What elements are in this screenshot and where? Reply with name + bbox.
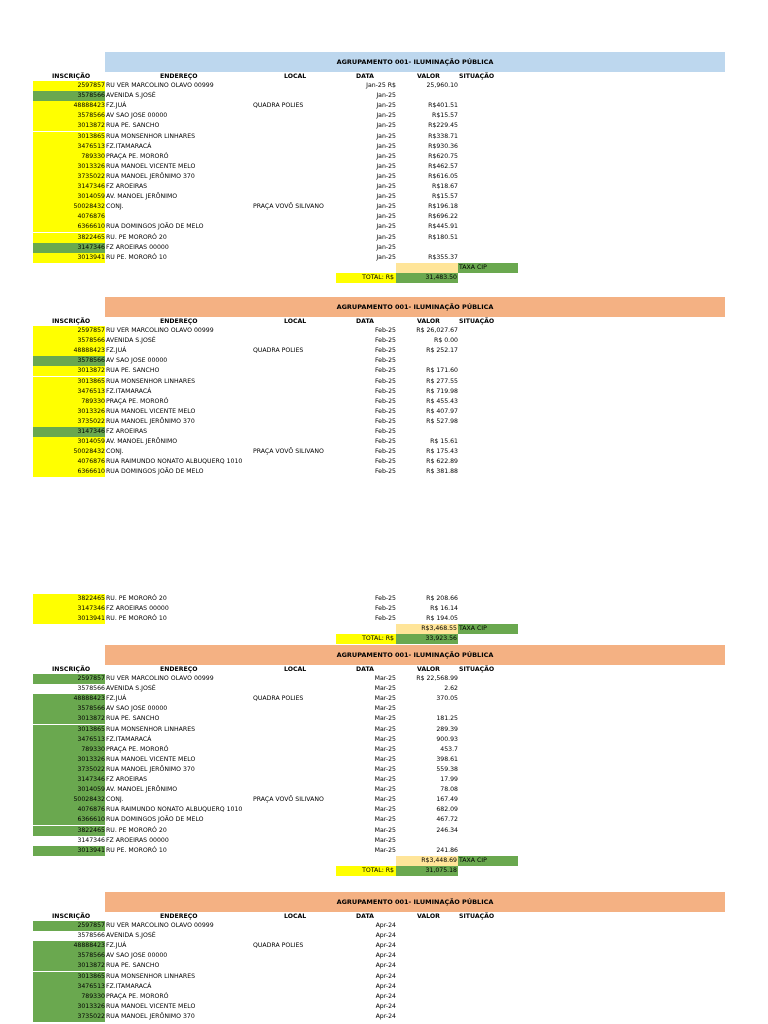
valor-cell[interactable]: R$ 22,568.99 xyxy=(416,675,458,682)
endereco-cell[interactable]: RUA DOMINGOS JOÃO DE MELO xyxy=(106,816,204,824)
endereco-cell[interactable]: PRAÇA PE. MORORÓ xyxy=(106,992,169,1000)
data-cell[interactable]: Mar-25 xyxy=(374,846,396,854)
endereco-cell[interactable]: RU. PE MORORÓ 20 xyxy=(106,595,167,602)
inscricao-cell[interactable]: 789330 xyxy=(33,745,105,755)
valor-cell[interactable]: R$930.36 xyxy=(428,142,458,150)
valor-cell[interactable]: R$196.18 xyxy=(428,203,458,211)
endereco-cell[interactable]: RU VER MARCOLINO OLAVO 00999 xyxy=(106,922,214,929)
endereco-cell[interactable]: FZ AROEIRAS 00000 xyxy=(106,243,169,251)
inscricao-cell[interactable]: 3147346 xyxy=(33,604,105,614)
data-cell[interactable]: Jan-25 xyxy=(376,112,396,120)
data-cell[interactable]: Feb-25 xyxy=(374,367,396,375)
data-cell[interactable]: Jan-25 xyxy=(376,203,396,211)
data-cell[interactable]: Jan-25 xyxy=(376,92,396,100)
inscricao-cell[interactable]: 50028432 xyxy=(33,447,105,457)
inscricao-cell[interactable]: 48888423 xyxy=(33,346,105,356)
inscricao-cell[interactable]: 2597857 xyxy=(33,326,105,336)
inscricao-cell[interactable]: 3013865 xyxy=(33,132,105,142)
inscricao-cell[interactable]: 3578566 xyxy=(33,336,105,346)
column-header-valor: VALOR xyxy=(417,318,440,325)
column-header-local: LOCAL xyxy=(284,318,307,325)
endereco-cell[interactable]: AV SAO JOSE 00000 xyxy=(106,357,168,365)
endereco-cell[interactable]: RU VER MARCOLINO OLAVO 00999 xyxy=(106,675,214,682)
column-header-inscricao: INSCRIÇÃO xyxy=(52,666,91,673)
data-cell[interactable]: Feb-25 xyxy=(374,337,396,345)
data-cell[interactable]: Jan-25 xyxy=(376,193,396,201)
inscricao-cell[interactable]: 789330 xyxy=(33,397,105,407)
data-cell[interactable]: Jan-25 xyxy=(376,152,396,160)
inscricao-cell[interactable]: 4076876 xyxy=(33,805,105,815)
inscricao-cell[interactable]: 3822465 xyxy=(33,594,105,604)
data-cell[interactable]: Mar-25 xyxy=(374,806,396,814)
section-title-bar: AGRUPAMENTO 001- ILUMINAÇÃO PÚBLICA xyxy=(105,645,725,665)
inscricao-cell[interactable]: 3014059 xyxy=(33,437,105,447)
endereco-cell[interactable]: AV SAO JOSE 00000 xyxy=(106,952,168,960)
data-cell[interactable]: Feb-25 xyxy=(374,377,396,385)
endereco-cell[interactable]: FZ.JUÁ xyxy=(106,347,127,355)
valor-cell[interactable]: R$ 407.97 xyxy=(426,407,458,415)
section-title-bar: AGRUPAMENTO 001- ILUMINAÇÃO PÚBLICA xyxy=(105,297,725,317)
column-header-data: DATA xyxy=(356,666,374,673)
valor-cell[interactable]: R$462.57 xyxy=(428,162,458,170)
inscricao-cell[interactable]: 3013872 xyxy=(33,366,105,376)
column-header-data: DATA xyxy=(356,318,374,325)
endereco-cell[interactable]: RUA DOMINGOS JOÃO DE MELO xyxy=(106,468,204,476)
column-header-inscricao: INSCRIÇÃO xyxy=(52,73,91,80)
column-header-valor: VALOR xyxy=(417,73,440,80)
valor-cell[interactable]: R$696.22 xyxy=(428,213,458,221)
data-cell[interactable]: Jan-25 xyxy=(376,223,396,231)
total-label: TOTAL: R$ xyxy=(336,866,396,876)
column-header-data: DATA xyxy=(356,73,374,80)
inscricao-cell[interactable]: 48888423 xyxy=(33,101,105,111)
valor-cell[interactable]: 398.61 xyxy=(436,755,458,763)
inscricao-cell[interactable]: 3147346 xyxy=(33,775,105,785)
endereco-cell[interactable]: RU VER MARCOLINO OLAVO 00999 xyxy=(106,327,214,334)
data-cell[interactable]: Jan-25 xyxy=(376,172,396,180)
data-cell[interactable]: Jan-25 xyxy=(376,213,396,221)
valor-cell[interactable]: 25,960.10 xyxy=(426,82,458,89)
valor-cell[interactable]: R$ 277.55 xyxy=(426,377,458,385)
column-header-valor: VALOR xyxy=(417,666,440,673)
data-cell[interactable]: Mar-25 xyxy=(374,695,396,703)
inscricao-cell[interactable]: 3013872 xyxy=(33,961,105,971)
data-cell[interactable]: Feb-25 xyxy=(374,428,396,435)
data-cell[interactable]: Mar-25 xyxy=(374,705,396,713)
endereco-cell[interactable]: RUA MANOEL JERÔNIMO 370 xyxy=(106,417,195,425)
inscricao-cell[interactable]: 48888423 xyxy=(33,694,105,704)
valor-cell[interactable]: 289.39 xyxy=(436,725,458,733)
data-cell[interactable]: Jan-25 xyxy=(376,132,396,140)
endereco-cell[interactable]: RUA PE. SANCHO xyxy=(106,122,160,130)
data-cell[interactable]: Jan-25 xyxy=(376,142,396,150)
data-cell[interactable]: Mar-25 xyxy=(374,675,396,682)
endereco-cell[interactable]: RU PE. MORORÓ 10 xyxy=(106,846,167,854)
valor-cell[interactable]: R$401.51 xyxy=(428,102,458,110)
endereco-cell[interactable]: RU PE. MORORÓ 10 xyxy=(106,253,167,261)
valor-cell[interactable]: 900.93 xyxy=(436,735,458,743)
endereco-cell[interactable]: RUA MANOEL VICENTE MELO xyxy=(106,407,196,415)
endereco-cell[interactable]: PRAÇA PE. MORORÓ xyxy=(106,397,169,405)
column-header-local: LOCAL xyxy=(284,913,307,920)
column-header-endereco: ENDEREÇO xyxy=(160,913,198,920)
valor-cell[interactable]: R$ 208.66 xyxy=(426,595,458,602)
data-cell[interactable]: Jan-25 xyxy=(376,102,396,110)
inscricao-cell[interactable]: 3013326 xyxy=(33,407,105,417)
data-cell[interactable]: Mar-25 xyxy=(374,765,396,773)
inscricao-cell[interactable]: 3147346 xyxy=(33,427,105,437)
inscricao-cell[interactable]: 6366610 xyxy=(33,222,105,232)
inscricao-cell[interactable]: 2597857 xyxy=(33,674,105,684)
endereco-cell[interactable]: FZ.ITAMARACÁ xyxy=(106,982,152,990)
data-cell[interactable]: Apr-24 xyxy=(375,942,396,950)
inscricao-cell[interactable]: 3735022 xyxy=(33,1012,105,1022)
inscricao-cell[interactable]: 3735022 xyxy=(33,172,105,182)
endereco-cell[interactable]: AVENIDA S.JOSÉ xyxy=(106,92,156,100)
inscricao-cell[interactable]: 3013326 xyxy=(33,755,105,765)
column-header-situacao: SITUAÇÃO xyxy=(459,913,495,920)
valor-cell[interactable]: 167.49 xyxy=(436,796,458,804)
valor-cell[interactable]: R$ 0.00 xyxy=(434,337,458,345)
inscricao-cell[interactable]: 6366610 xyxy=(33,815,105,825)
summary-value-cell[interactable] xyxy=(396,263,458,273)
column-header-valor: VALOR xyxy=(417,913,440,920)
inscricao-cell[interactable]: 3014059 xyxy=(33,192,105,202)
data-cell[interactable]: Mar-25 xyxy=(374,725,396,733)
valor-cell[interactable]: R$ 527.98 xyxy=(426,417,458,425)
valor-cell[interactable]: R$ 252.17 xyxy=(426,347,458,355)
inscricao-cell[interactable]: 3822465 xyxy=(33,233,105,243)
data-cell[interactable]: Feb-25 xyxy=(374,448,396,456)
inscricao-cell[interactable]: 3476513 xyxy=(33,735,105,745)
data-cell[interactable]: Feb-25 xyxy=(374,595,396,602)
inscricao-cell[interactable]: 3476513 xyxy=(33,982,105,992)
data-cell[interactable]: Mar-25 xyxy=(374,735,396,743)
endereco-cell[interactable]: FZ AROEIRAS 00000 xyxy=(106,605,169,613)
inscricao-cell[interactable]: 789330 xyxy=(33,152,105,162)
data-cell[interactable]: Apr-24 xyxy=(375,982,396,990)
data-cell[interactable]: Jan-25 xyxy=(376,253,396,261)
inscricao-cell[interactable]: 3476513 xyxy=(33,387,105,397)
endereco-cell[interactable]: AVENIDA S.JOSÉ xyxy=(106,932,156,940)
inscricao-cell[interactable]: 3147346 xyxy=(77,836,105,844)
valor-cell[interactable]: 370.05 xyxy=(436,695,458,703)
endereco-cell[interactable]: RUA MONSENHOR LINHARES xyxy=(106,725,196,733)
valor-cell[interactable]: R$ 15.61 xyxy=(430,438,458,446)
endereco-cell[interactable]: RUA RAIMUNDO NONATO ALBUQUERQ 1010 xyxy=(106,806,243,814)
inscricao-cell[interactable]: 50028432 xyxy=(33,795,105,805)
endereco-cell[interactable]: CONJ. xyxy=(106,448,124,456)
data-cell[interactable]: Apr-24 xyxy=(375,962,396,970)
endereco-cell[interactable]: RUA MONSENHOR LINHARES xyxy=(106,377,196,385)
valor-cell[interactable]: 78.08 xyxy=(440,786,458,794)
column-header-situacao: SITUAÇÃO xyxy=(459,73,495,80)
valor-cell[interactable]: 241.86 xyxy=(436,846,458,854)
column-header-inscricao: INSCRIÇÃO xyxy=(52,318,91,325)
valor-cell[interactable]: 467.72 xyxy=(436,816,458,824)
local-cell[interactable]: QUADRA POLIES xyxy=(253,347,304,355)
inscricao-cell[interactable]: 3147346 xyxy=(33,243,105,253)
valor-cell[interactable]: R$15.57 xyxy=(432,112,458,120)
data-cell[interactable]: Feb-25 xyxy=(374,407,396,415)
local-cell[interactable]: PRAÇA VOVÔ SILIVANO xyxy=(253,796,324,804)
data-cell[interactable]: Jan-25 xyxy=(376,233,396,241)
endereco-cell[interactable]: FZ.ITAMARACÁ xyxy=(106,387,152,395)
inscricao-cell[interactable]: 3013326 xyxy=(33,1002,105,1012)
data-cell[interactable]: Mar-25 xyxy=(374,826,396,834)
endereco-cell[interactable]: AVENIDA S.JOSÉ xyxy=(106,685,156,693)
inscricao-cell[interactable]: 3578566 xyxy=(33,951,105,961)
inscricao-cell[interactable]: 3578566 xyxy=(33,356,105,366)
valor-cell[interactable]: R$ 622.89 xyxy=(426,458,458,466)
endereco-cell[interactable]: AV SAO JOSE 00000 xyxy=(106,112,168,120)
endereco-cell[interactable]: RUA MANOEL VICENTE MELO xyxy=(106,162,196,170)
taxa-cip-label: TAXA CIP xyxy=(458,263,518,273)
endereco-cell[interactable]: AV SAO JOSE 00000 xyxy=(106,705,168,713)
inscricao-cell[interactable]: 3013865 xyxy=(33,972,105,982)
total-value[interactable]: 33,923.56 xyxy=(396,634,458,644)
endereco-cell[interactable]: RUA DOMINGOS JOÃO DE MELO xyxy=(106,223,204,231)
endereco-cell[interactable]: FZ.JUÁ xyxy=(106,942,127,950)
inscricao-cell[interactable]: 3578566 xyxy=(33,111,105,121)
endereco-cell[interactable]: RUA RAIMUNDO NONATO ALBUQUERQ 1010 xyxy=(106,458,243,466)
data-cell[interactable]: Jan-25 xyxy=(376,162,396,170)
valor-cell[interactable]: R$229.45 xyxy=(428,122,458,130)
data-cell[interactable]: Feb-25 xyxy=(374,357,396,365)
endereco-cell[interactable]: CONJ. xyxy=(106,203,124,211)
data-cell[interactable]: Mar-25 xyxy=(374,816,396,824)
endereco-cell[interactable]: AVENIDA S.JOSÉ xyxy=(106,337,156,345)
inscricao-cell[interactable]: 6366610 xyxy=(33,467,105,477)
data-cell[interactable]: Apr-24 xyxy=(375,952,396,960)
endereco-cell[interactable]: RUA MANOEL JERÔNIMO 370 xyxy=(106,172,195,180)
section-title-bar: AGRUPAMENTO 001- ILUMINAÇÃO PÚBLICA xyxy=(105,52,725,72)
endereco-cell[interactable]: RUA MANOEL VICENTE MELO xyxy=(106,1002,196,1010)
valor-cell[interactable]: R$616.05 xyxy=(428,172,458,180)
data-cell[interactable]: Mar-25 xyxy=(374,836,396,844)
endereco-cell[interactable]: FZ.JUÁ xyxy=(106,102,127,110)
column-header-situacao: SITUAÇÃO xyxy=(459,318,495,325)
inscricao-cell[interactable]: 3822465 xyxy=(33,826,105,836)
column-header-inscricao: INSCRIÇÃO xyxy=(52,913,91,920)
data-cell[interactable]: Feb-25 xyxy=(374,347,396,355)
data-cell[interactable]: Mar-25 xyxy=(374,755,396,763)
inscricao-cell[interactable]: 3735022 xyxy=(33,765,105,775)
inscricao-cell[interactable]: 3147346 xyxy=(33,182,105,192)
valor-cell[interactable]: R$ 194.05 xyxy=(426,615,458,623)
valor-cell[interactable]: R$15.57 xyxy=(432,193,458,201)
local-cell[interactable]: PRAÇA VOVÔ SILIVANO xyxy=(253,203,324,211)
valor-cell[interactable]: 559.38 xyxy=(436,765,458,773)
taxa-cip-label: TAXA CIP xyxy=(458,856,518,866)
valor-cell[interactable]: R$338.71 xyxy=(428,132,458,140)
endereco-cell[interactable]: RUA MANOEL VICENTE MELO xyxy=(106,755,196,763)
endereco-cell[interactable]: FZ AROEIRAS xyxy=(106,183,148,190)
data-cell[interactable]: Feb-25 xyxy=(374,438,396,446)
endereco-cell[interactable]: RUA MANOEL JERÔNIMO 370 xyxy=(106,1012,195,1020)
inscricao-cell[interactable]: 3578566 xyxy=(77,685,105,693)
inscricao-cell[interactable]: 50028432 xyxy=(33,202,105,212)
data-cell[interactable]: Mar-25 xyxy=(374,776,396,783)
inscricao-cell[interactable]: 3578566 xyxy=(33,91,105,101)
valor-cell[interactable]: R$620.75 xyxy=(428,152,458,160)
total-value[interactable]: 31,483.50 xyxy=(396,273,458,283)
column-header-endereco: ENDEREÇO xyxy=(160,666,198,673)
valor-cell[interactable]: R$ 175.43 xyxy=(426,448,458,456)
valor-cell[interactable]: 2.62 xyxy=(444,685,458,693)
local-cell[interactable]: PRAÇA VOVÔ SILIVANO xyxy=(253,448,324,456)
total-label: TOTAL: R$ xyxy=(336,634,396,644)
endereco-cell[interactable]: RU VER MARCOLINO OLAVO 00999 xyxy=(106,82,214,89)
data-cell[interactable]: Apr-24 xyxy=(375,972,396,980)
data-cell[interactable]: Jan-25 xyxy=(376,122,396,130)
inscricao-cell[interactable]: 4076876 xyxy=(33,457,105,467)
endereco-cell[interactable]: RUA MANOEL JERÔNIMO 370 xyxy=(106,765,195,773)
endereco-cell[interactable]: FZ AROEIRAS 00000 xyxy=(106,836,169,844)
valor-cell[interactable]: 246.34 xyxy=(436,826,458,834)
valor-cell[interactable]: R$180.51 xyxy=(428,233,458,241)
data-cell[interactable]: Feb-25 xyxy=(374,468,396,476)
valor-cell[interactable]: 17.99 xyxy=(440,776,458,783)
endereco-cell[interactable]: PRAÇA PE. MORORÓ xyxy=(106,152,169,160)
section-title-bar: AGRUPAMENTO 001- ILUMINAÇÃO PÚBLICA xyxy=(105,892,725,912)
data-cell[interactable]: Apr-24 xyxy=(375,1002,396,1010)
data-cell[interactable]: Feb-25 xyxy=(374,615,396,623)
data-cell[interactable]: Apr-24 xyxy=(375,992,396,1000)
data-cell[interactable]: Feb-25 xyxy=(374,605,396,613)
endereco-cell[interactable]: RUA MONSENHOR LINHARES xyxy=(106,132,196,140)
inscricao-cell[interactable]: 2597857 xyxy=(33,921,105,931)
inscricao-cell[interactable]: 48888423 xyxy=(33,941,105,951)
endereco-cell[interactable]: CONJ. xyxy=(106,796,124,804)
endereco-cell[interactable]: RU. PE MORORÓ 20 xyxy=(106,826,167,834)
data-cell[interactable]: Mar-25 xyxy=(374,796,396,804)
data-cell[interactable]: Feb-25 xyxy=(374,397,396,405)
valor-cell[interactable]: R$445.91 xyxy=(428,223,458,231)
column-header-data: DATA xyxy=(356,913,374,920)
valor-cell[interactable]: R$355.37 xyxy=(428,253,458,261)
data-cell[interactable]: Mar-25 xyxy=(374,685,396,693)
data-cell[interactable]: Jan-25 R$ xyxy=(366,82,396,89)
local-cell[interactable]: QUADRA POLIES xyxy=(253,942,304,950)
column-header-local: LOCAL xyxy=(284,666,307,673)
valor-cell[interactable]: R$ 171.60 xyxy=(426,367,458,375)
endereco-cell[interactable]: RUA PE. SANCHO xyxy=(106,962,160,970)
valor-cell[interactable]: R$ 26,027.67 xyxy=(416,327,458,334)
inscricao-cell[interactable]: 3013941 xyxy=(33,614,105,624)
endereco-cell[interactable]: RU. PE MORORÓ 20 xyxy=(106,233,167,241)
column-header-local: LOCAL xyxy=(284,73,307,80)
endereco-cell[interactable]: AV. MANOEL JERÔNIMO xyxy=(106,786,178,794)
taxa-cip-label: TAXA CIP xyxy=(458,624,518,634)
data-cell[interactable]: Mar-25 xyxy=(374,786,396,794)
valor-cell[interactable]: 181.25 xyxy=(436,715,458,723)
endereco-cell[interactable]: FZ.ITAMARACÁ xyxy=(106,735,152,743)
inscricao-cell[interactable]: 3013326 xyxy=(33,162,105,172)
inscricao-cell[interactable]: 3013865 xyxy=(33,377,105,387)
inscricao-cell[interactable]: 3014059 xyxy=(33,785,105,795)
total-value[interactable]: 31,075.18 xyxy=(396,866,458,876)
endereco-cell[interactable]: PRAÇA PE. MORORÓ xyxy=(106,745,169,753)
data-cell[interactable]: Feb-25 xyxy=(374,458,396,466)
inscricao-cell[interactable]: 3013872 xyxy=(33,121,105,131)
inscricao-cell[interactable]: 3578566 xyxy=(77,932,105,940)
data-cell[interactable]: Feb-25 xyxy=(374,387,396,395)
endereco-cell[interactable]: FZ.JUÁ xyxy=(106,695,127,703)
valor-cell[interactable]: 682.09 xyxy=(436,806,458,814)
summary-value-cell[interactable]: R$3,448.69 xyxy=(396,856,458,866)
valor-cell[interactable]: R$ 455.43 xyxy=(426,397,458,405)
valor-cell[interactable]: R$18.67 xyxy=(432,183,458,190)
data-cell[interactable]: Jan-25 xyxy=(376,243,396,251)
inscricao-cell[interactable]: 3578566 xyxy=(33,704,105,714)
inscricao-cell[interactable]: 789330 xyxy=(33,992,105,1002)
column-header-endereco: ENDEREÇO xyxy=(160,73,198,80)
valor-cell[interactable]: R$ 16.14 xyxy=(430,605,458,613)
data-cell[interactable]: Apr-24 xyxy=(375,1012,396,1020)
local-cell[interactable]: QUADRA POLIES xyxy=(253,102,304,110)
endereco-cell[interactable]: RU. PE MORORÓ 10 xyxy=(106,615,167,623)
data-cell[interactable]: Jan-25 xyxy=(376,183,396,190)
data-cell[interactable]: Mar-25 xyxy=(374,715,396,723)
data-cell[interactable]: Apr-24 xyxy=(375,922,396,929)
inscricao-cell[interactable]: 3013865 xyxy=(33,725,105,735)
inscricao-cell[interactable]: 2597857 xyxy=(33,81,105,91)
data-cell[interactable]: Mar-25 xyxy=(374,745,396,753)
data-cell[interactable]: Apr-24 xyxy=(375,932,396,940)
inscricao-cell[interactable]: 3476513 xyxy=(33,142,105,152)
data-cell[interactable]: Feb-25 xyxy=(374,417,396,425)
valor-cell[interactable]: R$ 381.88 xyxy=(426,468,458,476)
summary-value-cell[interactable]: R$3,468.55 xyxy=(396,624,458,634)
inscricao-cell[interactable]: 3735022 xyxy=(33,417,105,427)
endereco-cell[interactable]: AV. MANOEL JERÔNIMO xyxy=(106,193,178,201)
endereco-cell[interactable]: RUA PE. SANCHO xyxy=(106,367,160,375)
endereco-cell[interactable]: FZ AROEIRAS xyxy=(106,428,148,435)
column-header-situacao: SITUAÇÃO xyxy=(459,666,495,673)
inscricao-cell[interactable]: 3013941 xyxy=(33,846,105,856)
valor-cell[interactable]: 453.7 xyxy=(440,745,458,753)
inscricao-cell[interactable]: 4076876 xyxy=(33,212,105,222)
endereco-cell[interactable]: FZ.ITAMARACÁ xyxy=(106,142,152,150)
endereco-cell[interactable]: FZ AROEIRAS xyxy=(106,776,148,783)
total-label: TOTAL: R$ xyxy=(336,273,396,283)
local-cell[interactable]: QUADRA POLIES xyxy=(253,695,304,703)
data-cell[interactable]: Feb-25 xyxy=(374,327,396,334)
endereco-cell[interactable]: RUA MONSENHOR LINHARES xyxy=(106,972,196,980)
endereco-cell[interactable]: RUA PE. SANCHO xyxy=(106,715,160,723)
inscricao-cell[interactable]: 3013872 xyxy=(33,714,105,724)
inscricao-cell[interactable]: 3013941 xyxy=(33,253,105,263)
endereco-cell[interactable]: AV. MANOEL JERÔNIMO xyxy=(106,438,178,446)
valor-cell[interactable]: R$ 719.98 xyxy=(426,387,458,395)
column-header-endereco: ENDEREÇO xyxy=(160,318,198,325)
